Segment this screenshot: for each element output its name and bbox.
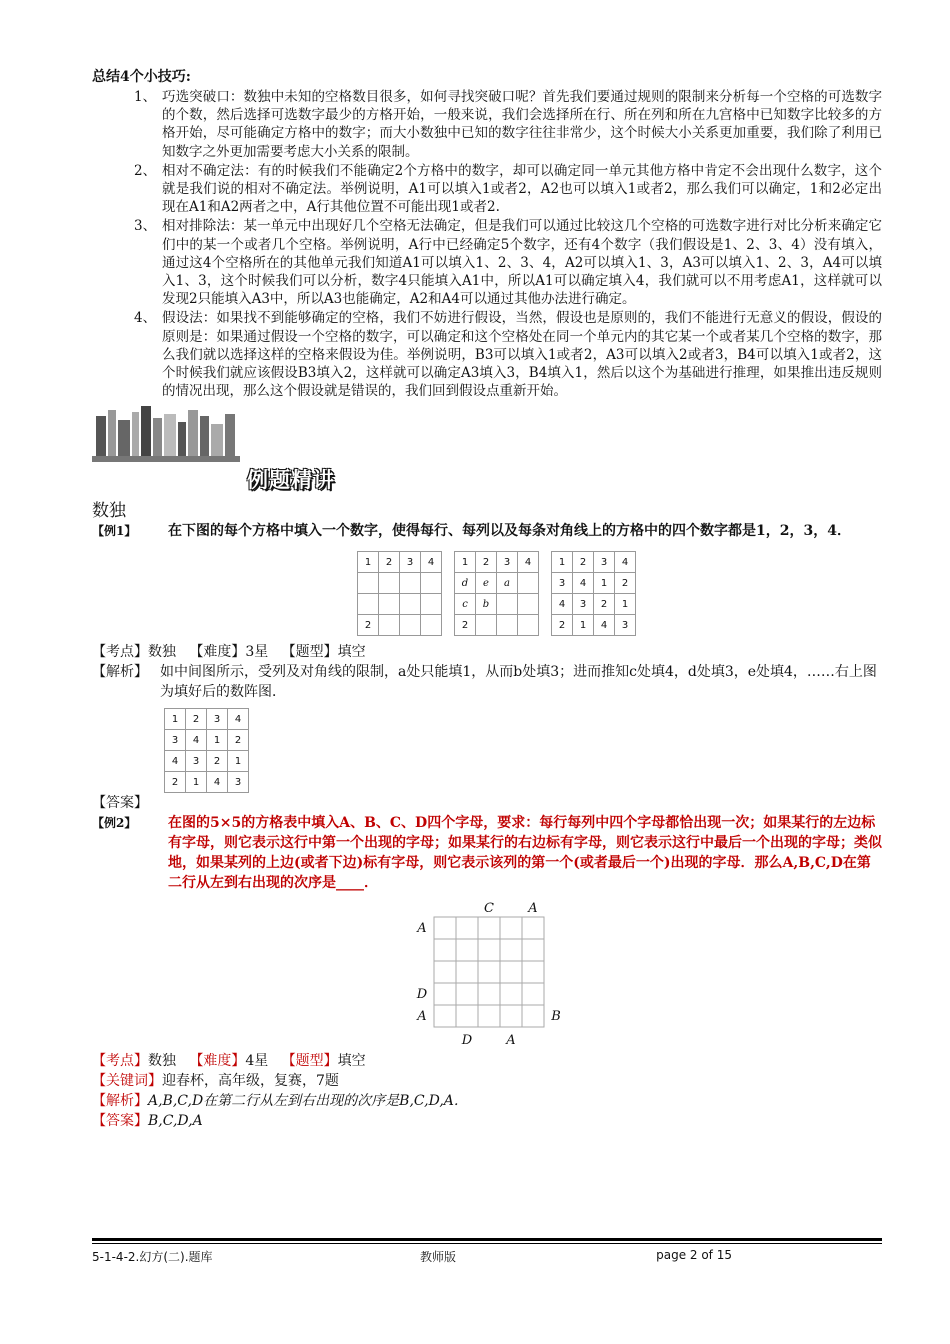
- example-2-analysis: [92, 1091, 882, 1111]
- grid-row: [552, 594, 636, 615]
- sudoku-grid-solved: [551, 551, 636, 636]
- analysis-key: 【解析】: [92, 1093, 148, 1110]
- grid-cell: 1: [228, 751, 249, 772]
- left-label-row4: D: [416, 987, 428, 1003]
- grid-cell: 4: [421, 552, 442, 573]
- grid-cell: e: [476, 573, 497, 594]
- grid-cell: 2: [573, 552, 594, 573]
- footer-doc-name: 5-1-4-2.幻方(二).题库: [92, 1250, 213, 1264]
- top-label-a: A: [528, 901, 538, 917]
- tip-text: 相对排除法：某一单元中出现好几个空格无法确定，但是我们可以通过比较这几个空格的可选数字进行对比分析来确定它们中的某一个或者几个空格。举例说明，A行中已经确定5个数字，还有4个数字（我们假设是1、2、3、4）没有填入，通过这4个空格所在的其他单元我们知道A1可以填入1、2、3、4，A2可以填入1、3，A3可以填入1、2、3，A4可以填入1、3，这个时候我们可以分析，数字4只能填入A1中，所以A1可以确定填入4，我们就可以不用考虑A1，这样就可以发现2只能填入A3中，所以A3也能确定，A2和A4可以通过其他办法进行确定。: [162, 218, 882, 308]
- kaodian-value: 数独: [148, 1053, 176, 1070]
- section-label: 例题精讲: [247, 468, 335, 493]
- grid-cell: c: [455, 594, 476, 615]
- grid-row: [455, 552, 539, 573]
- grid-cell: 2: [379, 552, 400, 573]
- grid-row: [358, 573, 442, 594]
- footer-page-number: page 2 of 15: [656, 1248, 732, 1262]
- grid-cell: [518, 615, 539, 636]
- grid-cell: 1: [455, 552, 476, 573]
- grid-cell: [379, 573, 400, 594]
- grid-cell: 3: [552, 573, 573, 594]
- grid-cell: [379, 615, 400, 636]
- bottom-label-a: A: [506, 1033, 516, 1049]
- grid-cell: 2: [615, 573, 636, 594]
- topic-title: 数独: [92, 501, 126, 522]
- letter-grid: [92, 899, 882, 1051]
- sudoku-grid-annotated: [454, 551, 539, 636]
- grid-cell: 4: [186, 730, 207, 751]
- grid-cell: 4: [552, 594, 573, 615]
- nandu-value: 4星: [245, 1053, 269, 1070]
- example-2-answer: [92, 1111, 882, 1131]
- grid-cell: 2: [186, 709, 207, 730]
- question-text: 在图的5×5的方格表中填入A、B、C、D四个字母，要求：每行每列中四个字母都恰出现一次；如果某行的左边标有字母，则它表示这行中第一个出现的字母；如果某行的右边标有字母，则它表示这行中最后一个出现的字母；类似地，如果某列的上边(或者下边)标有字母，则它表示该列的第一个(或者最后一个)出现的字母．那么A,B,C,D在第二行从左到右出现的次序是____．: [168, 815, 882, 892]
- kaodian-key: 【考点】: [92, 1053, 148, 1070]
- answer-value: B,C,D,A: [148, 1113, 203, 1130]
- grid-cell: [358, 594, 379, 615]
- grid-cell: 3: [594, 552, 615, 573]
- grid-cell: [379, 594, 400, 615]
- example-tag: 【例1】: [92, 524, 137, 539]
- grid-row: [165, 772, 249, 793]
- grid-cell: 2: [165, 772, 186, 793]
- grid-cell: 4: [518, 552, 539, 573]
- grid-cell: 3: [165, 730, 186, 751]
- tip-item: [92, 217, 882, 308]
- kaodian-key: 【考点】: [92, 644, 148, 661]
- grid-cell: 2: [228, 730, 249, 751]
- answer-key: 【答案】: [92, 1113, 148, 1130]
- grid-cell: 1: [573, 615, 594, 636]
- grid-cell: 4: [228, 709, 249, 730]
- grid-cell: [518, 594, 539, 615]
- grid-cell: 3: [186, 751, 207, 772]
- grid-cell: a: [497, 573, 518, 594]
- nandu-key: 【难度】: [189, 1053, 246, 1070]
- grid-cell: [421, 615, 442, 636]
- grid-cell: [518, 573, 539, 594]
- grid-cell: [421, 573, 442, 594]
- summary-title: 总结4个小技巧:: [92, 69, 191, 85]
- grid-cell: [476, 615, 497, 636]
- tixing-key: 【题型】: [281, 644, 338, 661]
- tip-item: [92, 88, 882, 161]
- grid-row: [455, 594, 539, 615]
- tip-item: [92, 162, 882, 217]
- grid-row: [552, 552, 636, 573]
- sudoku-grid-original: [357, 551, 442, 636]
- grid-cell: 2: [358, 615, 379, 636]
- grid-cell: 3: [497, 552, 518, 573]
- grid-cell: 2: [455, 615, 476, 636]
- nandu-value: 3星: [245, 644, 269, 661]
- letter-grid-figure: [92, 899, 882, 1051]
- grid-cell: [421, 594, 442, 615]
- tip-number: 2、: [134, 162, 157, 179]
- grid-cell: 4: [615, 552, 636, 573]
- grid-cell: 1: [615, 594, 636, 615]
- tixing-value: 填空: [337, 644, 366, 661]
- left-label-row5: A: [417, 1009, 427, 1025]
- page-content: [92, 60, 882, 1131]
- example-tag: 【例2】: [92, 816, 137, 831]
- left-label-row1: A: [417, 921, 427, 937]
- section-banner: [92, 402, 882, 492]
- grid-cell: 3: [573, 594, 594, 615]
- grid-cell: [400, 615, 421, 636]
- page-footer: [92, 1238, 882, 1262]
- tip-number: 3、: [134, 218, 157, 235]
- grid-cell: 4: [207, 772, 228, 793]
- grid-cell: 3: [207, 709, 228, 730]
- grid-cell: 1: [165, 709, 186, 730]
- grid-cell: 1: [207, 730, 228, 751]
- grid-cell: [400, 594, 421, 615]
- grid-cell: 1: [552, 552, 573, 573]
- footer-edition: 教师版: [420, 1250, 457, 1264]
- grid-row: [455, 573, 539, 594]
- example-2-info: [92, 1051, 882, 1071]
- grid-cell: 4: [573, 573, 594, 594]
- grid-row: [358, 594, 442, 615]
- grid-cell: 2: [476, 552, 497, 573]
- grid-cell: d: [455, 573, 476, 594]
- example-1-info: [92, 642, 882, 662]
- grid-cell: 1: [358, 552, 379, 573]
- grid-row: [455, 615, 539, 636]
- tixing-key: 【题型】: [281, 1053, 338, 1070]
- analysis-text: A,B,C,D在第二行从左到右出现的次序是B,C,D,A．: [148, 1093, 468, 1110]
- tixing-value: 填空: [337, 1053, 366, 1070]
- tip-text: 相对不确定法：有的时候我们不能确定2个方格中的数字，却可以确定同一单元其他方格中肯定不会出现什么数字，这个就是我们说的相对不确定法。举例说明，A1可以填入1或者2，A2也可以填入1或者2，那么我们可以确定，1和2必定出现在A1和A2两者之中，A行其他位置不可能出现1或者2.: [162, 162, 882, 216]
- nandu-key: 【难度】: [189, 644, 246, 661]
- grid-cell: 2: [552, 615, 573, 636]
- grid-cell: [400, 573, 421, 594]
- example-1-analysis: [92, 662, 882, 702]
- tip-text: 巧选突破口：数独中未知的空格数目很多，如何寻找突破口呢？首先我们要通过规则的限制来分析每一个空格的可选数字的个数，然后选择可选数字最少的方格开始，一般来说，我们会选择所在行、所在列和所在九宫格中已知数字比较多的方格开始，尽可能确定方格中的数字；而大小数独中已知的数字往往非常少，这个时候大小关系更加重要，我们除了利用已知数字之外更加需要考虑大小关系的限制。: [162, 89, 882, 160]
- example-1-grids: [357, 551, 882, 636]
- grid-cell: 3: [228, 772, 249, 793]
- grid-cell: 2: [594, 594, 615, 615]
- grid-cell: [358, 573, 379, 594]
- grid-row: [552, 573, 636, 594]
- example-1-question: [92, 521, 882, 541]
- grid-cell: [497, 615, 518, 636]
- grid-cell: [497, 594, 518, 615]
- bottom-label-d: D: [461, 1033, 473, 1049]
- example-2-question: [92, 813, 882, 893]
- grid-cell: 1: [186, 772, 207, 793]
- analysis-key: 【解析】: [92, 664, 148, 681]
- grid-cell: b: [476, 594, 497, 615]
- tip-text: 假设法：如果找不到能够确定的空格，我们不妨进行假设，当然，假设也是原则的，我们不能进行无意义的假设，假设的原则是：如果通过假设一个空格的数字，可以确定和这个空格处在同一个单元内的其它某一个或者某几个空格的数字，那么我们就以选择这样的空格来假设为佳。举例说明，B3可以填入1或者2，A3可以填入2或者3，B4可以填入1或者2，这个时候我们就应该假设B3填入2，这样就可以确定A3填入3，B4填入1，然后以这个为基础进行推理，如果推出违反规则的情况出现，那么这个假设就是错误的，我们回到假设点重新开始。: [162, 310, 882, 400]
- grid-cell: 1: [594, 573, 615, 594]
- grid-row: [358, 552, 442, 573]
- grid-cell: 2: [207, 751, 228, 772]
- grid-row: [165, 751, 249, 772]
- top-label-c: C: [484, 901, 494, 917]
- answer-key: 【答案】: [92, 795, 148, 812]
- grid-cell: 3: [615, 615, 636, 636]
- grid-cell: 4: [165, 751, 186, 772]
- keywords-key: 【关键词】: [92, 1073, 162, 1090]
- bookshelf-icon: [92, 402, 242, 464]
- grid-cell: 3: [400, 552, 421, 573]
- analysis-text: 如中间图所示，受列及对角线的限制，a处只能填1，从而b处填3；进而推知c处填4，d处填3，e处填4，……右上图为填好后的数阵图．: [160, 664, 877, 701]
- sudoku-grid-answer: [164, 708, 249, 793]
- tip-number: 4、: [134, 310, 157, 327]
- question-text: 在下图的每个方格中填入一个数字，使得每行、每列以及每条对角线上的方格中的四个数字都是1，2，3，4．: [168, 523, 851, 540]
- grid-row: [552, 615, 636, 636]
- grid-row: [165, 709, 249, 730]
- answer-grid-wrap: [164, 708, 882, 793]
- kaodian-value: 数独: [148, 644, 176, 661]
- grid-row: [165, 730, 249, 751]
- keywords-value: 迎春杯，高年级，复赛，7题: [162, 1073, 339, 1090]
- tips-list: [92, 88, 882, 400]
- tip-item: [92, 309, 882, 400]
- grid-row: [358, 615, 442, 636]
- tip-number: 1、: [134, 89, 157, 105]
- example-2-keywords: [92, 1071, 882, 1091]
- example-1-answer: [92, 793, 882, 813]
- grid-cell: 4: [594, 615, 615, 636]
- right-label-row5: B: [551, 1009, 561, 1025]
